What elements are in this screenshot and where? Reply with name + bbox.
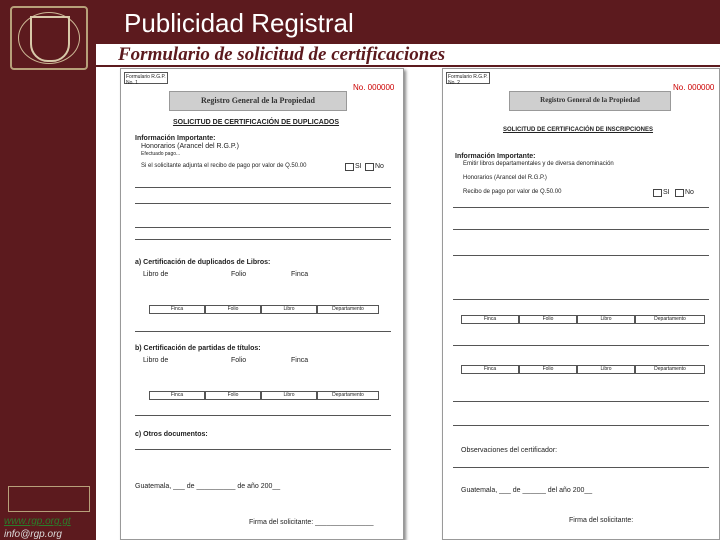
page-subtitle: Formulario de solicitud de certificaciones — [118, 44, 446, 65]
shield-icon — [30, 16, 70, 62]
no-checkbox[interactable] — [675, 189, 684, 197]
info-bullet-1: Honorarios (Arancel del R.G.P.) — [141, 143, 239, 150]
form-code-box: Formulario R.G.P. No. 2 — [446, 72, 490, 84]
divider — [453, 467, 709, 468]
divider — [453, 401, 709, 402]
column-header: Finca — [149, 305, 205, 314]
form-title: SOLICITUD DE CERTIFICACIÓN DE DUPLICADOS — [172, 119, 340, 126]
info-bullet-2: Efectuado pago... — [141, 151, 181, 157]
registry-building-logo — [8, 486, 90, 512]
no-label: No — [375, 163, 384, 170]
column-header: Libro — [577, 365, 635, 374]
column-header: Finca — [149, 391, 205, 400]
column-header: Departamento — [635, 365, 705, 374]
info-heading: Información Importante: — [135, 135, 216, 142]
divider — [135, 203, 391, 204]
title-underline — [96, 65, 720, 67]
finca-label-b: Finca — [291, 357, 309, 364]
divider — [453, 207, 709, 208]
column-header: Departamento — [317, 305, 379, 314]
column-header: Folio — [519, 315, 577, 324]
divider — [453, 345, 709, 346]
yes-checkbox[interactable] — [653, 189, 662, 197]
form-header-banner — [169, 91, 347, 111]
info-bullet-2: Honorarios (Arancel del R.G.P.) — [463, 175, 547, 181]
column-header: Folio — [205, 391, 261, 400]
divider — [453, 255, 709, 256]
divider — [135, 331, 391, 332]
form-title: SOLICITUD DE CERTIFICACIÓN DE INSCRIPCIONES — [503, 127, 654, 133]
column-header: Departamento — [317, 391, 379, 400]
observations-label: Observaciones del certificador: — [461, 447, 558, 454]
finca-label: Finca — [291, 271, 309, 278]
column-header: Libro — [577, 315, 635, 324]
yes-label: SI — [355, 163, 362, 170]
no-label: No — [685, 189, 694, 196]
yes-label: SI — [663, 189, 670, 196]
form-header-text: Registro General de la Propiedad — [201, 96, 315, 105]
signature-line: Firma del solicitante: _______________ — [249, 519, 374, 526]
divider — [135, 415, 391, 416]
form-header-text: Registro General de la Propiedad — [540, 96, 640, 104]
divider — [135, 239, 391, 240]
column-header: Folio — [519, 365, 577, 374]
form-code-box: Formulario R.G.P. No. 1 — [124, 72, 168, 84]
pay-line: Si el solicitante adjunta el recibo de pago por valor de Q.50.00 — [141, 163, 307, 169]
divider — [135, 227, 391, 228]
website-link[interactable]: www.rgp.org.gt — [4, 516, 71, 527]
page-title: Publicidad Registral — [124, 8, 354, 38]
column-header: Finca — [461, 315, 519, 324]
divider — [135, 187, 391, 188]
signature-line: Firma del solicitante: — [569, 517, 634, 524]
email-link[interactable]: info@rgp.org — [4, 529, 62, 540]
info-bullet-1: Emitir libros departamentales y de diversa denominación — [463, 161, 614, 167]
section-a-title: a) Certificación de duplicados de Libros: — [135, 259, 271, 266]
column-header: Departamento — [635, 315, 705, 324]
folio-label-b: Folio — [231, 357, 247, 364]
date-line: Guatemala, ___ de ______ del año 200__ — [461, 487, 593, 494]
libro-label: Libro de — [143, 271, 169, 278]
form-number: No. 000000 — [673, 83, 715, 92]
form-header-banner — [509, 91, 671, 111]
pay-line: Recibo de pago por valor de Q.50.00 — [463, 189, 562, 195]
section-b-title: b) Certificación de partidas de títulos: — [135, 345, 261, 352]
column-header: Libro — [261, 391, 317, 400]
folio-label: Folio — [231, 271, 247, 278]
divider — [453, 229, 709, 230]
form-right — [442, 68, 720, 540]
info-heading: Información Importante: — [455, 153, 536, 160]
date-line: Guatemala, ___ de __________ de año 200__ — [135, 483, 281, 490]
sidebar — [0, 0, 96, 540]
institution-crest-logo — [10, 6, 88, 70]
form-number: No. 000000 — [353, 83, 395, 92]
divider — [135, 449, 391, 450]
column-header: Libro — [261, 305, 317, 314]
column-header: Folio — [205, 305, 261, 314]
no-checkbox[interactable] — [365, 163, 374, 171]
column-header: Finca — [461, 365, 519, 374]
libro-label-b: Libro de — [143, 357, 169, 364]
divider — [453, 425, 709, 426]
yes-checkbox[interactable] — [345, 163, 354, 171]
section-c-title: c) Otros documentos: — [135, 431, 208, 438]
divider — [453, 299, 709, 300]
form-left — [120, 68, 404, 540]
